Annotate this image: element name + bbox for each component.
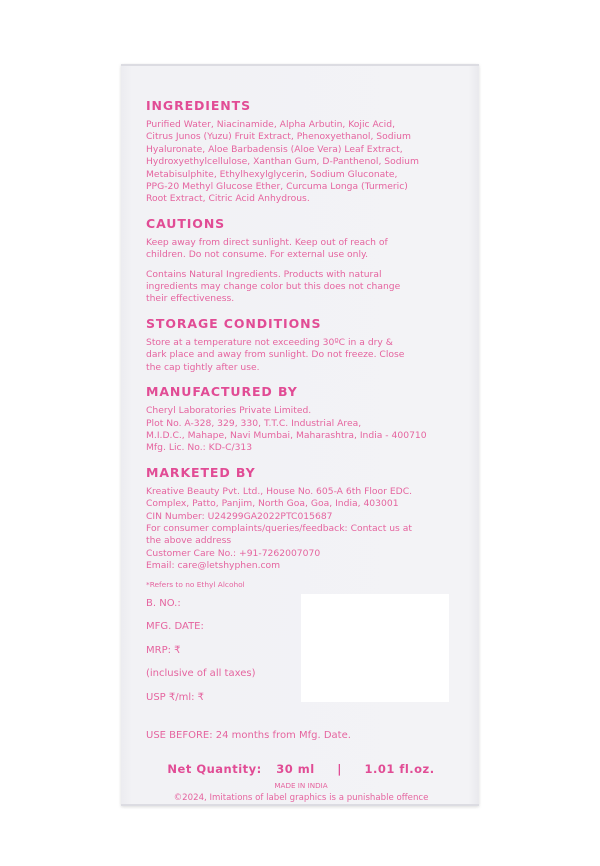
batch-number-label: B. NO.: [146,597,181,609]
net-quantity-floz: 1.01 fl.oz. [364,761,435,776]
box-bottom-edge [121,804,479,806]
storage-text: Store at a temperature not exceeding 30ºC in a dry & dark place and away from sunlight. Do not freeze. Close the cap tightly after use. [146,336,405,373]
manufactured-section [146,384,456,455]
net-quantity-label: Net Quantity: [167,761,262,776]
net-quantity-separator: | [337,761,342,776]
storage-heading: STORAGE CONDITIONS [146,315,322,331]
taxes-label: (inclusive of all taxes) [146,668,256,680]
ingredients-heading: INGREDIENTS [146,98,251,113]
copyright-notice: ©2024, Imitations of label graphics is a punishable offence [173,792,429,803]
mfg-date-label: MFG. DATE: [146,621,204,633]
batch-print-area [301,594,449,702]
storage-section [146,316,456,374]
ingredients-section [146,98,456,206]
net-quantity [146,762,456,776]
mrp-label: MRP: ₹ [146,644,181,656]
made-in-india: MADE IN INDIA [274,780,328,790]
marketed-section [146,465,456,573]
marketed-text: Kreative Beauty Pvt. Ltd., House No. 605-A 6th Floor EDC. Complex, Patto, Panjim, North Goa, Goa, India, 403001 CIN Number: U24299GA2022PTC015687 For consumer complaints/queries/feedback: Contact us at the above address Customer Care No.: +91-7262007070 Email: care@letshyphen.com [146,485,413,572]
ethyl-alcohol-note: *Refers to no Ethyl Alcohol [146,579,245,589]
batch-info-fields [146,597,456,727]
label-content [146,98,456,803]
net-quantity-ml: 30 ml [276,761,315,776]
manufactured-heading: MANUFACTURED BY [146,384,298,400]
cautions-text-1: Keep away from direct sunlight. Keep out of reach of children. Do not consume. For external use only. [146,236,388,261]
cautions-text-2: Contains Natural Ingredients. Products with natural ingredients may change color but this does not change their effectiveness. [146,268,401,305]
cautions-section [146,216,456,306]
box-top-edge [121,64,479,66]
manufactured-text: Cheryl Laboratories Private Limited. Plot No. A-328, 329, 330, T.T.C. Industrial Area, M.I.D.C., Mahape, Navi Mumbai, Maharashtra, India - 400710 Mfg. Lic. No.: KD-C/313 [146,405,427,454]
ingredients-text: Purified Water, Niacinamide, Alpha Arbutin, Kojic Acid, Citrus Junos (Yuzu) Fruit Extract, Phenoxyethanol, Sodium Hyaluronate, Aloe Barbadensis (Aloe Vera) Leaf Extract, Hydroxyethylcellulose, Xanthan Gum, D-Panthenol, Sodium Metabisulphite, Ethylhexylglycerin, Sodium Gluconate, PPG-20 Methyl Glucose Ether, Curcuma Longa (Turmeric) Root Extract, Citric Acid Anhydrous. [146,119,419,205]
product-box-back-panel [121,64,479,806]
marketed-heading: MARKETED BY [146,464,256,480]
use-before-text: USE BEFORE: 24 months from Mfg. Date. [146,729,351,741]
cautions-heading: CAUTIONS [146,215,226,231]
usp-label: USP ₹/ml: ₹ [146,691,205,703]
